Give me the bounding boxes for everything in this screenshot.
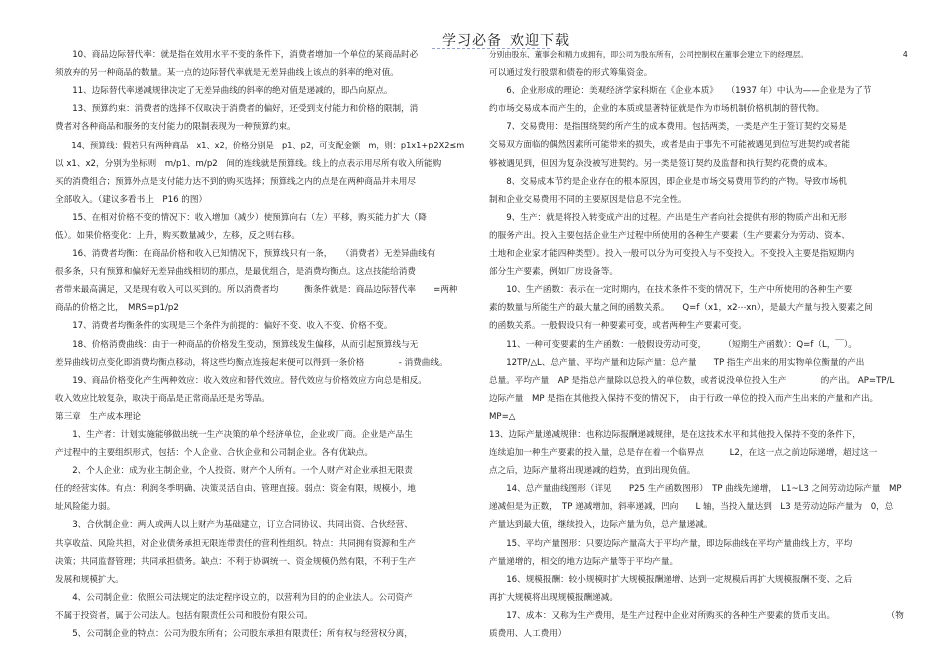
right-column-line: 14、总产量曲线图形（详见 P25 生产函数图形） TP 曲线先递增， L1~L3 之间劳动边际产量 MP: [489, 484, 902, 495]
right-column-line: 13、边际产量递减规律：也称边际报酬递减规律，是在这技术水平和其他投入保持不变的条件下，: [489, 429, 861, 440]
left-column-line: 很多条，只有预算和偏好无差异曲线相切的那点，是最优组合，是消费均衡点。这点技能给消费: [55, 267, 416, 278]
left-column-line: 1、生产者：计划实施能够做出统一生产决策的单个经济单位，企业或厂商。企业是产品生: [55, 429, 413, 440]
left-column-line: 址风险能力弱。: [55, 502, 116, 513]
right-column-line: 9、生产：就是将投入转变成产出的过程。产出是生产者向社会提供有形的物质产出和无形: [489, 212, 847, 223]
right-column-line: 分别由股东、董事会和精力成拥有，即公司为股东所有，公司控制权在董事会建立下的经理层。 4: [489, 50, 908, 59]
left-column-line: 不属于投资者，属于公司法人。包括有限责任公司和股份有限公司。: [55, 610, 313, 621]
right-column-line: 连续追加一种生产要素的投入量，总是存在着一个临界点 L2，在这一点之前边际递增，超过这一: [489, 448, 878, 459]
left-column-line: 者带来最高满足，又是现有收入可以买到的。所以消费者均 衡条件就是：商品边际替代率 =两种: [55, 285, 458, 296]
header-right-text: 欢迎下载: [510, 33, 570, 49]
right-column-line: 点之后，边际产量将出现递减的趋势，直到出现负值。: [489, 466, 696, 477]
left-column-line: 产过程中的主要组织形式，包括：个人企业、合伙企业和公司制企业。各有优缺点。: [55, 448, 373, 459]
right-column-line: 7、交易费用：是指围绕契约所产生的成本费用。包括两类，一类是产生于签订契约交易是: [489, 122, 847, 133]
left-column-line: 决策；共同监督管理；共同承担债务。缺点：不利于协调统一、资金规模仍然有限，不利于生产: [55, 556, 416, 567]
right-column-line: MP=△: [489, 411, 516, 422]
header-left-text: 学习必备: [442, 33, 502, 49]
left-column-line: 2、个人企业：成为业主制企业，个人投资、财产个人所有。一个人财产对企业承担无限责: [55, 466, 413, 477]
right-column-line: 部分生产要素，例如厂房设备等。: [489, 267, 618, 278]
right-column-line: 的函数关系。一般假设只有一种要素可变，或者两种生产要素可变。: [489, 321, 747, 332]
right-column-line: 8、交易成本节约是企业存在的根本原因，即企业是市场交易费用节约的产物。导致市场机: [489, 176, 847, 187]
right-column-line: 16、规模报酬：较小规模时扩大规模报酬递增、达到一定规模后再扩大规模报酬不变、之后: [489, 574, 853, 585]
left-column-line: 须放弃的另一种商品的数量。某一点的边际替代率就是无差异曲线上该点的斜率的绝对值。: [55, 68, 399, 79]
right-column-line: 总量。平均产量 AP 是指总产量除以总投入的单位数，或者说没单位投入生产 的产出。 AP=TP/L: [489, 375, 895, 386]
left-column-line: 以 x1、x2，分别为坐标则 m/p1、m/p2 间的连线就是预算线。线上的点表示用尽所有收入所能购: [55, 158, 442, 169]
left-column-line: 共享收益、风险共担，对企业债务承担无限连带责任的营利性组织。特点：共同拥有资源和生产: [55, 538, 416, 549]
right-column-line: 素的数量与所能生产的最大量之间的函数关系。 Q=f（x1，x2⋯xn），是最大产量与投入要素之间: [489, 303, 873, 314]
left-column-line: 3、合伙制企业：两人或两人以上财产为基础建立，订立合同协议、共同出资、合伙经营、: [55, 520, 413, 531]
right-column-line: 的服务产出。投入主要包括企业生产过程中所使用的各种生产要素（生产要素分为劳动、资本、: [489, 230, 850, 241]
right-column-line: 17、成本：又称为生产费用，是生产过程中企业对所购买的各种生产要素的货币支出。 （物: [489, 610, 904, 621]
right-column-line: 可以通过发行股票和债卷的形式筹集资金。: [489, 68, 653, 79]
left-column-line: 第三章 生产成本理论: [55, 411, 141, 422]
left-column-line: 16、消费者均衡：在商品价格和收入已知情况下，预算线只有一条， （消费者）无差异曲线有: [55, 249, 436, 260]
left-column-line: 任的经营实体。有点：利润冬季明确、决策灵活自由、管理直接。弱点：资金有限，规模小，地: [55, 484, 416, 495]
left-column-line: 买的消费组合；预算外点是支付能力达不到的购买选择；预算线之内的点是在两种商品并未用尽: [55, 176, 416, 187]
left-text-column: [55, 46, 470, 643]
left-column-line: 差异曲线切点变化即消费均衡点移动，将这些均衡点连接起来便可以得到一条价格 - 消费曲线。: [55, 357, 448, 368]
right-column-line: 边际产量 MP 是指在其他投入保持不变的情况下， 由于行政一单位的投入而产生出来的产量和产出。: [489, 393, 879, 404]
right-column-line: 12TP/△L、总产量、平均产量和边际产量：总产量 TP 指生产出来的用实物单位衡量的产出: [489, 357, 865, 368]
left-column-line: 17、消费者均衡条件的实现是三个条件为前提的：偏好不变、收入不变、价格不变。: [55, 321, 393, 332]
right-column-line: 够被遇见到，但因为复杂没被写进契约。另一类是签订契约及监督和执行契约花费的成本。: [489, 158, 833, 169]
left-column-line: 14、预算线：假若只有两种商品 x1、x2，价格分别是 p1、p2，可支配金额 m，则：p1x1+p2X2≤m: [55, 140, 465, 151]
left-column-line: 10、商品边际替代率：就是指在效用水平不变的条件下，消费者增加一个单位的某商品时必: [55, 50, 419, 60]
right-column-line: 制和企业交易费用不同的主要原因是信息不完全性。: [489, 194, 687, 205]
right-text-column: [489, 46, 909, 643]
right-column-line: 土地和企业家才能四种类型）。投入一般可以分为可变投入与不变投入。不变投入主要是指短期内: [489, 249, 855, 260]
right-column-line: 交易双方面临的偶然因素所可能带来的损失，或者是由于事先不可能被遇见到位写进契约或者能: [489, 140, 850, 151]
right-column-line: 产量递增的，相交的地方边际产量等于平均产量。: [489, 556, 679, 567]
left-column-line: 19、商品价格变化产生两种效应：收入效应和替代效应。替代效应与价格效应方向总是相反。: [55, 375, 427, 386]
left-column-line: 全部收入。（建议多看书上 P16 的图）: [55, 194, 208, 205]
left-column-line: 13、预算约束：消费者的选择不仅取决于消费者的偏好，还受到支付能力和价格的限制，消: [55, 104, 419, 115]
left-column-line: 费者对各种商品和服务的支付能力的限制表现为一种预算约束。: [55, 122, 296, 133]
left-column-line: 发展和规模扩大。: [55, 574, 124, 585]
right-column-line: 递减但是为正数， TP 递减增加，斜率递减，凹向 L 轴，当投入量达到 L3 是劳动边际产量为 0，总: [489, 502, 894, 513]
right-column-line: 约市场交易成本而产生的，企业的本质或显著特征就是作为市场机制价格机制的替代物。: [489, 104, 825, 115]
left-column-line: 15、在相对价格不变的情况下：收入增加（减少）使预算向右（左）平移，购买能力扩大（降: [55, 212, 427, 223]
right-column-line: 6、企业形成的理论：美观经济学家科斯在《企业本质》 （1937 年）中认为——企业是为了节: [489, 86, 872, 97]
left-column-line: 收入效应比较复杂，取决于商品是正常商品还是劣等品。: [55, 393, 270, 404]
right-column-line: 10、生产函数：表示在一定时期内，在技术条件不变的情况下，生产中所使用的各种生产要: [489, 285, 853, 296]
right-column-line: 11、一种可变要素的生产函数：一般假设劳动可变， （短期生产函数）：Q=f（L，￣）。: [489, 339, 857, 350]
left-column-line: 11、边际替代率递减规律决定了无差异曲线的斜率的绝对值是递减的，即凸向原点。: [55, 86, 393, 97]
left-column-line: 4、公司制企业：依照公司法规定的法定程序设立的，以营利为目的的企业法人。公司资产: [55, 592, 413, 603]
left-column-line: 18、价格消费曲线：由于一种商品的价格发生变动，预算线发生偏移，从而引起预算线与无: [55, 339, 419, 350]
right-column-line: 产量达到最大值，继续投入，边际产量为负，总产量递减。: [489, 520, 713, 531]
right-column-line: 15、平均产量图形：只要边际产量高大于平均产量，即边际曲线在平均产量曲线上方，平均: [489, 538, 853, 549]
left-column-line: 商品的价格之比， MRS=p1/p2: [55, 303, 179, 314]
left-column-line: 5、公司制企业的特点：公司为股东所有；公司股东承担有限责任；所有权与经营权分离，: [55, 629, 413, 639]
left-column-line: 低）。如果价格变化：上升，购买数量减少，左移，反之则右移。: [55, 230, 300, 241]
right-column-line: 再扩大规模将出现规模报酬递减。: [489, 592, 618, 603]
right-column-line: 质费用、人工费用）: [489, 629, 567, 639]
